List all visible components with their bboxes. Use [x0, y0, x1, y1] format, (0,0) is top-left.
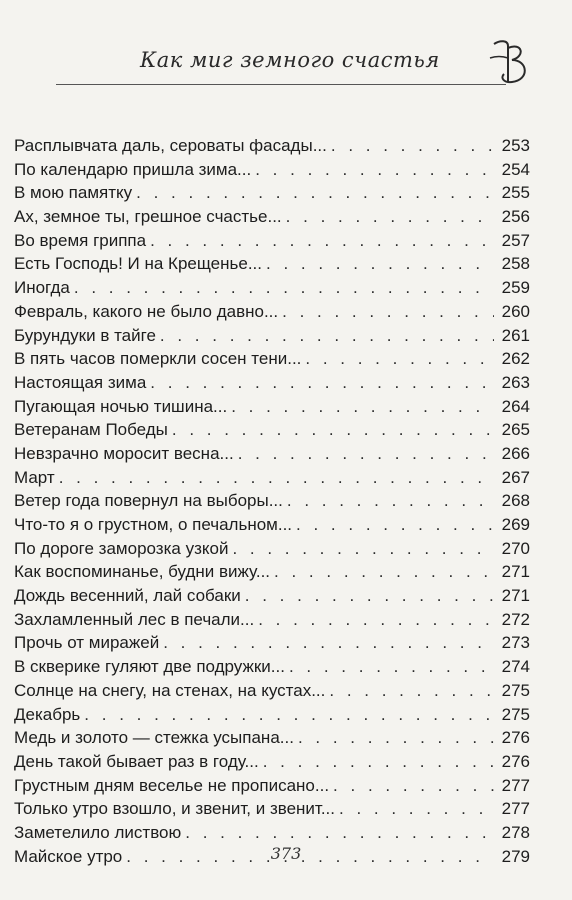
toc-entry [14, 489, 530, 513]
dot-leader [286, 205, 494, 229]
toc-entry-page: 253 [501, 136, 530, 155]
toc-entry [14, 466, 530, 490]
toc-entry [14, 347, 530, 371]
dot-leader [331, 134, 494, 158]
dot-leader [333, 774, 494, 798]
dot-leader [74, 276, 494, 300]
toc-entry-page: 277 [501, 775, 530, 795]
toc-entry-page: 269 [501, 515, 530, 534]
dot-leader [136, 181, 494, 205]
toc-entry [14, 679, 530, 703]
dot-leader [245, 584, 494, 608]
toc-entry [14, 181, 530, 205]
toc-entry-page: 275 [501, 680, 530, 700]
toc-entry-title: Медь и золото — стежка усыпана... [14, 728, 294, 748]
toc-entry [14, 158, 530, 182]
toc-entry-page: 254 [501, 159, 530, 179]
toc-entry-page: 276 [501, 728, 530, 748]
dot-leader [255, 158, 494, 182]
dot-leader [263, 750, 494, 774]
toc-entry-title: Иногда [14, 278, 70, 298]
toc-entry [14, 324, 530, 348]
toc-entry-title: Пугающая ночью тишина... [14, 396, 228, 416]
toc-entry-title: Ветер года повернул на выборы... [14, 491, 283, 511]
toc-entry-title: Грустным дням веселье не прописано... [14, 775, 330, 795]
toc-entry [14, 797, 530, 821]
toc-entry-title: Ах, земное ты, грешное счастье... [14, 207, 282, 227]
toc-entry-title: Солнце на снегу, на стенах, на кустах... [14, 680, 326, 700]
dot-leader [329, 679, 494, 703]
dot-leader [258, 608, 494, 632]
toc-entry-page: 258 [501, 254, 530, 274]
toc-entry-title: В пять часов померкли сосен тени... [14, 349, 302, 369]
dot-leader [298, 726, 494, 750]
dot-leader [172, 418, 494, 442]
toc-entry-title: В мою памятку [14, 183, 133, 203]
toc-entry-title: Невзрачно моросит весна... [14, 443, 234, 463]
toc-entry-page: 255 [501, 183, 530, 203]
dot-leader [231, 395, 494, 419]
toc-entry-page: 266 [501, 443, 530, 463]
ornament-letter-icon [478, 34, 534, 90]
dot-leader [266, 252, 494, 276]
toc-entry [14, 750, 530, 774]
running-head [0, 0, 572, 100]
toc-entry-title: Только утро взошло, и звенит, и звенит... [14, 799, 335, 819]
toc-entry-title: Настоящая зима [14, 372, 147, 392]
toc-entry [14, 371, 530, 395]
toc-entry-page: 259 [501, 278, 530, 298]
toc-entry-page: 260 [501, 301, 530, 321]
toc-entry-title: Февраль, какого не было давно... [14, 301, 279, 321]
dot-leader [339, 797, 494, 821]
toc-entry-page: 277 [501, 799, 530, 819]
toc-entry-title: День такой бывает раз в году... [14, 751, 259, 771]
toc-entry-page: 262 [501, 349, 530, 369]
toc-entry-page: 265 [501, 420, 530, 440]
toc-entry [14, 442, 530, 466]
dot-leader [274, 560, 494, 584]
toc-entry-page: 257 [501, 230, 530, 250]
toc-entry-title: По дороге заморозка узкой [14, 538, 229, 558]
toc-entry [14, 774, 530, 798]
toc-entry-page: 273 [501, 633, 530, 653]
toc-entry [14, 537, 530, 561]
dot-leader [289, 655, 494, 679]
dot-leader [84, 703, 494, 727]
toc-entry-title: Дождь весенний, лай собаки [14, 586, 241, 606]
toc-entry [14, 513, 530, 537]
toc-entry [14, 395, 530, 419]
toc-entry-page: 271 [501, 562, 530, 582]
toc-entry-title: Заметелило листвою [14, 822, 182, 842]
toc-entry [14, 726, 530, 750]
toc-entry [14, 276, 530, 300]
toc-entry-page: 279 [501, 846, 530, 866]
toc-entry-page: 270 [501, 538, 530, 558]
toc-entry-page: 264 [501, 396, 530, 416]
toc-entry-title: Декабрь [14, 704, 81, 724]
dot-leader [59, 466, 494, 490]
toc-entry-title: Как воспоминанье, будни вижу... [14, 562, 271, 582]
toc-entry-title: Есть Господь! И на Крещенье... [14, 254, 262, 274]
dot-leader [150, 229, 494, 253]
dot-leader [305, 347, 494, 371]
toc-entry-page: 268 [501, 491, 530, 511]
dot-leader [232, 537, 494, 561]
page-number: 373 [270, 844, 302, 863]
dot-leader [296, 513, 494, 537]
table-of-contents [14, 134, 530, 868]
toc-entry-title: Майское утро [14, 846, 123, 866]
toc-entry [14, 703, 530, 727]
toc-entry-page: 276 [501, 751, 530, 771]
toc-entry [14, 631, 530, 655]
toc-entry-title: Ветеранам Победы [14, 420, 168, 440]
toc-entry [14, 608, 530, 632]
toc-entry-title: Во время гриппа [14, 230, 147, 250]
dot-leader [287, 489, 494, 513]
dot-leader [160, 324, 494, 348]
toc-entry-title: Расплывчата даль, сероваты фасады... [14, 136, 327, 155]
toc-entry-page: 274 [501, 657, 530, 677]
header-rule [56, 84, 506, 85]
dot-leader [150, 371, 494, 395]
toc-entry [14, 229, 530, 253]
dot-leader [238, 442, 494, 466]
toc-entry [14, 205, 530, 229]
toc-entry [14, 821, 530, 845]
toc-entry-page: 271 [501, 586, 530, 606]
dot-leader [185, 821, 494, 845]
toc-entry-title: Прочь от миражей [14, 633, 160, 653]
toc-entry-title: В скверике гуляют две подружки... [14, 657, 285, 677]
toc-entry-page: 267 [501, 467, 530, 487]
toc-entry-title: По календарю пришла зима... [14, 159, 252, 179]
toc-entry-title: Что-то я о грустном, о печальном... [14, 515, 293, 534]
running-title: Как миг земного счастья [140, 48, 440, 72]
toc-entry-title: Бурундуки в тайге [14, 325, 156, 345]
dot-leader [163, 631, 494, 655]
toc-entry [14, 134, 530, 158]
toc-entry [14, 655, 530, 679]
toc-entry [14, 252, 530, 276]
toc-entry [14, 560, 530, 584]
toc-entry [14, 584, 530, 608]
toc-entry-title: Март [14, 467, 55, 487]
toc-entry-page: 275 [501, 704, 530, 724]
dot-leader [282, 300, 494, 324]
toc-entry-page: 256 [501, 207, 530, 227]
toc-entry-page: 263 [501, 372, 530, 392]
toc-entry-title: Захламленный лес в печали... [14, 609, 255, 629]
toc-entry-page: 278 [501, 822, 530, 842]
toc-entry-page: 272 [501, 609, 530, 629]
toc-entry [14, 418, 530, 442]
toc-entry-page: 261 [501, 325, 530, 345]
toc-entry [14, 300, 530, 324]
